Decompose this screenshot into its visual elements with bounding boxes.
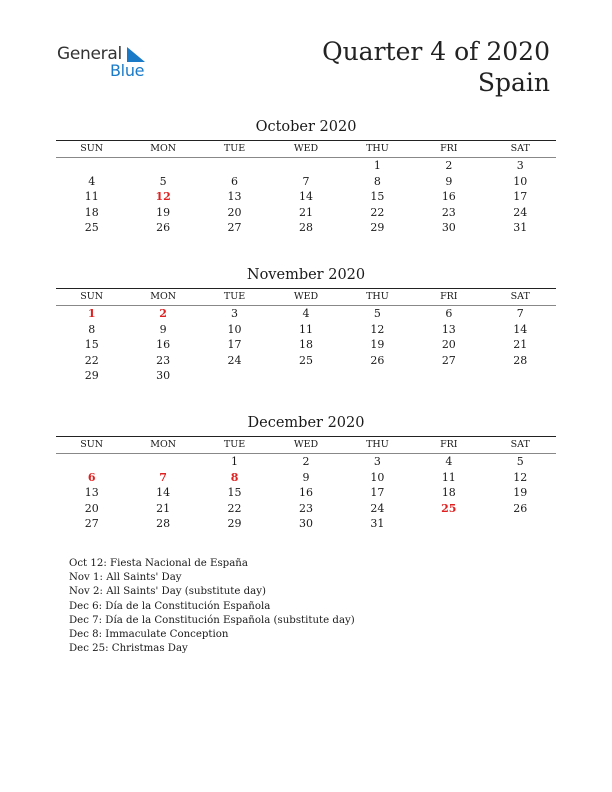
month-title: November 2020 — [246, 267, 366, 283]
weekday-label: SUN — [80, 439, 104, 450]
holiday-note: Nov 1: All Saints' Day — [69, 572, 182, 584]
empty-day-cell — [199, 368, 270, 384]
weekday-label: SUN — [80, 291, 104, 302]
holiday-note: Dec 8: Immaculate Conception — [69, 629, 229, 641]
empty-day-cell — [270, 158, 341, 174]
day-cell: 23 — [156, 353, 171, 367]
day-cell: 28 — [298, 221, 313, 235]
weekday-label: MON — [150, 439, 177, 450]
weekday-label: THU — [366, 439, 389, 450]
weekday-label: THU — [366, 291, 389, 302]
week-row — [56, 337, 556, 353]
holiday-day-cell: 12 — [155, 190, 171, 204]
holiday-day-cell: 1 — [87, 307, 96, 320]
week-row — [56, 485, 556, 501]
month-december — [56, 413, 556, 532]
week-row — [56, 322, 556, 338]
day-cell: 4 — [88, 174, 96, 188]
day-cell: 9 — [159, 322, 167, 336]
day-cell: 16 — [441, 190, 456, 204]
month-november — [56, 265, 556, 384]
empty-day-cell — [56, 454, 127, 470]
week-row — [56, 158, 556, 174]
day-cell: 27 — [84, 517, 99, 531]
day-cell: 26 — [156, 221, 171, 235]
empty-day-cell — [270, 368, 341, 384]
holiday-note: Dec 6: Día de la Constitución Española — [69, 600, 271, 612]
day-cell: 22 — [84, 353, 99, 367]
quarter-title: Quarter 4 of 2020 — [322, 37, 550, 66]
day-cell: 8 — [88, 322, 96, 336]
day-cell: 23 — [441, 205, 456, 219]
day-cell: 25 — [298, 353, 313, 367]
day-cell: 30 — [298, 517, 313, 531]
weekday-label: SAT — [510, 439, 530, 450]
week-row — [56, 470, 556, 486]
weekday-label: WED — [293, 291, 319, 302]
day-cell: 24 — [227, 353, 242, 367]
month-title: December 2020 — [247, 415, 365, 431]
day-cell: 13 — [227, 190, 242, 204]
weekday-label: FRI — [440, 291, 458, 302]
day-cell: 19 — [370, 338, 385, 352]
holiday-day-cell: 25 — [441, 501, 457, 515]
day-cell: 9 — [302, 470, 310, 484]
day-cell: 13 — [441, 322, 456, 336]
week-row — [56, 189, 556, 205]
empty-day-cell — [485, 516, 556, 532]
day-cell: 16 — [156, 338, 171, 352]
month-october — [56, 117, 556, 236]
holiday-day-cell: 8 — [230, 470, 239, 484]
weekday-label: FRI — [440, 439, 458, 450]
holiday-note: Dec 7: Día de la Constitución Española (substitute day) — [69, 614, 355, 626]
month-grid — [56, 454, 556, 532]
day-cell: 7 — [516, 307, 524, 320]
month-grid — [56, 306, 556, 384]
day-cell: 15 — [370, 190, 385, 204]
day-cell: 6 — [231, 174, 239, 188]
day-cell: 5 — [159, 174, 167, 188]
day-cell: 23 — [298, 501, 313, 515]
day-cell: 17 — [227, 338, 242, 352]
weekday-label: WED — [293, 143, 319, 154]
day-cell: 29 — [370, 221, 385, 235]
week-row — [56, 501, 556, 517]
day-cell: 18 — [298, 338, 313, 352]
holiday-day-cell: 2 — [159, 307, 167, 320]
day-cell: 10 — [227, 322, 242, 336]
day-cell: 29 — [84, 369, 99, 383]
holiday-note: Oct 12: Fiesta Nacional de España — [69, 558, 248, 569]
day-cell: 21 — [513, 338, 528, 352]
day-cell: 16 — [298, 486, 313, 500]
empty-day-cell — [127, 454, 198, 470]
holiday-day-cell: 6 — [87, 470, 96, 484]
week-row — [56, 516, 556, 532]
day-cell: 30 — [441, 221, 456, 235]
day-cell: 11 — [84, 190, 99, 204]
day-cell: 28 — [156, 517, 171, 531]
day-cell: 2 — [445, 159, 453, 172]
empty-day-cell — [413, 516, 484, 532]
day-cell: 5 — [516, 455, 524, 468]
day-cell: 6 — [445, 307, 453, 320]
logo-word-general: General — [57, 44, 122, 64]
day-cell: 25 — [84, 221, 99, 235]
day-cell: 17 — [370, 486, 385, 500]
day-cell: 20 — [84, 501, 99, 515]
day-cell: 29 — [227, 517, 242, 531]
weekday-label: SUN — [80, 143, 104, 154]
weekday-label: SAT — [510, 291, 530, 302]
weekday-label: MON — [150, 143, 177, 154]
country-title: Spain — [477, 68, 550, 97]
empty-day-cell — [413, 368, 484, 384]
weekday-label: TUE — [223, 143, 246, 154]
page-title — [322, 36, 550, 98]
day-cell: 7 — [302, 174, 310, 188]
day-cell: 20 — [227, 205, 242, 219]
weekday-label: WED — [293, 439, 319, 450]
weekday-label: TUE — [223, 439, 246, 450]
day-cell: 3 — [516, 159, 524, 172]
day-cell: 18 — [84, 205, 99, 219]
day-cell: 31 — [513, 221, 528, 235]
weekday-header — [56, 437, 556, 454]
day-cell: 27 — [227, 221, 242, 235]
holiday-notes — [69, 557, 355, 656]
day-cell: 31 — [370, 517, 385, 531]
day-cell: 8 — [373, 174, 381, 188]
day-cell: 26 — [370, 353, 385, 367]
week-row — [56, 174, 556, 190]
day-cell: 19 — [156, 205, 171, 219]
day-cell: 14 — [298, 190, 313, 204]
week-row — [56, 454, 556, 470]
day-cell: 2 — [302, 455, 310, 468]
generalblue-logo — [57, 44, 157, 80]
week-row — [56, 368, 556, 384]
day-cell: 20 — [441, 338, 456, 352]
day-cell: 9 — [445, 174, 453, 188]
weekday-label: THU — [366, 143, 389, 154]
day-cell: 30 — [156, 369, 171, 383]
day-cell: 14 — [156, 486, 171, 500]
holiday-day-cell: 7 — [159, 470, 167, 484]
holiday-note: Nov 2: All Saints' Day (substitute day) — [69, 586, 266, 598]
day-cell: 5 — [373, 307, 381, 320]
day-cell: 17 — [513, 190, 528, 204]
day-cell: 3 — [231, 307, 239, 320]
empty-day-cell — [342, 368, 413, 384]
day-cell: 10 — [370, 470, 385, 484]
day-cell: 3 — [373, 455, 381, 468]
day-cell: 15 — [84, 338, 99, 352]
week-row — [56, 220, 556, 236]
weekday-label: MON — [150, 291, 177, 302]
day-cell: 12 — [370, 322, 385, 336]
weekday-header — [56, 141, 556, 158]
day-cell: 22 — [370, 205, 385, 219]
day-cell: 28 — [513, 353, 528, 367]
day-cell: 19 — [513, 486, 528, 500]
day-cell: 24 — [513, 205, 528, 219]
day-cell: 22 — [227, 501, 242, 515]
month-title: October 2020 — [255, 119, 357, 135]
empty-day-cell — [485, 368, 556, 384]
week-row — [56, 353, 556, 369]
month-grid — [56, 158, 556, 236]
weekday-header — [56, 289, 556, 306]
empty-day-cell — [56, 158, 127, 174]
day-cell: 11 — [298, 322, 313, 336]
week-row — [56, 306, 556, 322]
week-row — [56, 205, 556, 221]
day-cell: 11 — [441, 470, 456, 484]
day-cell: 21 — [298, 205, 313, 219]
day-cell: 10 — [513, 174, 528, 188]
day-cell: 15 — [227, 486, 242, 500]
day-cell: 27 — [441, 353, 456, 367]
day-cell: 1 — [373, 159, 381, 172]
weekday-label: SAT — [510, 143, 530, 154]
day-cell: 26 — [513, 501, 528, 515]
day-cell: 21 — [156, 501, 171, 515]
day-cell: 24 — [370, 501, 385, 515]
day-cell: 4 — [445, 455, 453, 468]
day-cell: 13 — [84, 486, 99, 500]
day-cell: 4 — [302, 307, 310, 320]
day-cell: 18 — [441, 486, 456, 500]
empty-day-cell — [199, 158, 270, 174]
weekday-label: FRI — [440, 143, 458, 154]
empty-day-cell — [127, 158, 198, 174]
logo-word-blue: Blue — [110, 61, 145, 80]
holiday-note: Dec 25: Christmas Day — [69, 643, 188, 655]
day-cell: 14 — [513, 322, 528, 336]
day-cell: 12 — [513, 470, 528, 484]
day-cell: 1 — [231, 455, 239, 468]
weekday-label: TUE — [223, 291, 246, 302]
